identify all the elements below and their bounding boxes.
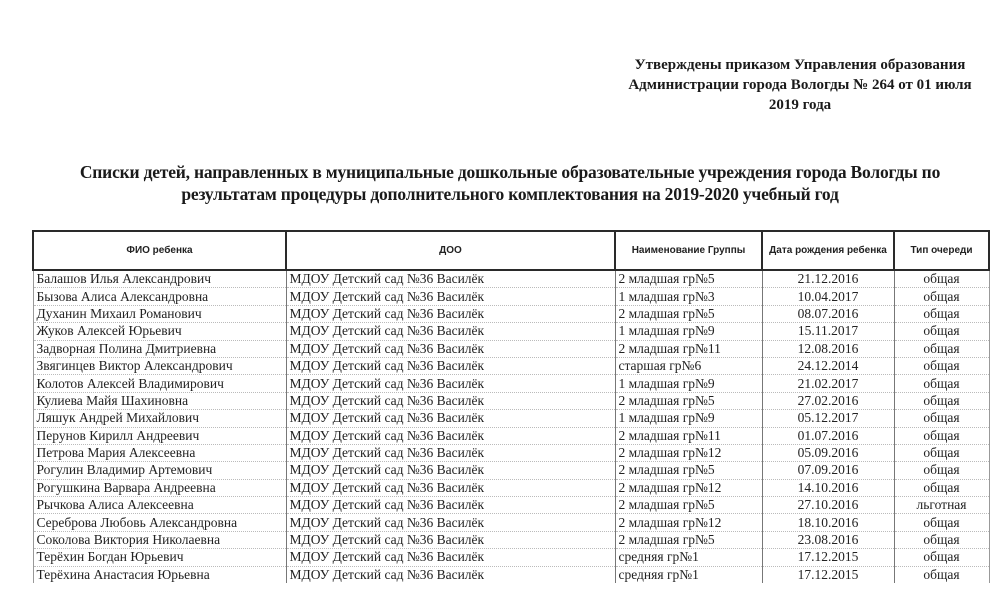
cell-group: 2 младшая гр№5 — [615, 497, 762, 514]
cell-group: 1 младшая гр№9 — [615, 375, 762, 392]
cell-queue-type: общая — [894, 375, 989, 392]
cell-name: Терёхин Богдан Юрьевич — [33, 549, 286, 566]
cell-doo: МДОУ Детский сад №36 Василёк — [286, 462, 615, 479]
cell-name: Звягинцев Виктор Александрович — [33, 357, 286, 374]
cell-name: Терёхина Анастасия Юрьевна — [33, 566, 286, 583]
table-row — [33, 375, 989, 392]
title-line: Списки детей, направленных в муниципальные дошкольные образовательные учреждения города Вологды по — [79, 162, 941, 182]
cell-name: Соколова Виктория Николаевна — [33, 531, 286, 548]
table-row — [33, 444, 989, 461]
cell-group: 1 младшая гр№3 — [615, 288, 762, 305]
cell-doo: МДОУ Детский сад №36 Василёк — [286, 375, 615, 392]
cell-group: 2 младшая гр№5 — [615, 270, 762, 288]
cell-birthdate: 14.10.2016 — [762, 479, 894, 496]
cell-queue-type: общая — [894, 479, 989, 496]
cell-doo: МДОУ Детский сад №36 Василёк — [286, 531, 615, 548]
table-row — [33, 479, 989, 496]
cell-birthdate: 10.04.2017 — [762, 288, 894, 305]
table-row — [33, 305, 989, 322]
cell-doo: МДОУ Детский сад №36 Василёк — [286, 340, 615, 357]
cell-name: Бызова Алиса Александровна — [33, 288, 286, 305]
cell-birthdate: 21.12.2016 — [762, 270, 894, 288]
cell-name: Рогушкина Варвара Андреевна — [33, 479, 286, 496]
cell-name: Духанин Михаил Романович — [33, 305, 286, 322]
cell-queue-type: общая — [894, 514, 989, 531]
cell-name: Сереброва Любовь Александровна — [33, 514, 286, 531]
cell-queue-type: общая — [894, 323, 989, 340]
cell-birthdate: 27.10.2016 — [762, 497, 894, 514]
cell-doo: МДОУ Детский сад №36 Василёк — [286, 549, 615, 566]
cell-queue-type: общая — [894, 305, 989, 322]
cell-queue-type: общая — [894, 410, 989, 427]
cell-queue-type: общая — [894, 531, 989, 548]
cell-group: 2 младшая гр№5 — [615, 392, 762, 409]
table-row — [33, 549, 989, 566]
cell-name: Рычкова Алиса Алексеевна — [33, 497, 286, 514]
cell-doo: МДОУ Детский сад №36 Василёк — [286, 427, 615, 444]
cell-group: 1 младшая гр№9 — [615, 410, 762, 427]
table-row — [33, 566, 989, 583]
approval-line: Утверждены приказом Управления образования — [634, 57, 966, 73]
cell-name: Петрова Мария Алексеевна — [33, 444, 286, 461]
cell-name: Жуков Алексей Юрьевич — [33, 323, 286, 340]
table-row — [33, 514, 989, 531]
table-row — [33, 427, 989, 444]
table-row — [33, 497, 989, 514]
cell-name: Перунов Кирилл Андреевич — [33, 427, 286, 444]
cell-doo: МДОУ Детский сад №36 Василёк — [286, 392, 615, 409]
cell-queue-type: общая — [894, 444, 989, 461]
cell-group: старшая гр№6 — [615, 357, 762, 374]
document-title — [30, 161, 990, 205]
table-body — [33, 270, 989, 583]
approval-line: 2019 года — [768, 97, 832, 113]
cell-group: 1 младшая гр№9 — [615, 323, 762, 340]
cell-birthdate: 07.09.2016 — [762, 462, 894, 479]
cell-doo: МДОУ Детский сад №36 Василёк — [286, 288, 615, 305]
cell-doo: МДОУ Детский сад №36 Василёк — [286, 497, 615, 514]
table-row — [33, 288, 989, 305]
cell-birthdate: 18.10.2016 — [762, 514, 894, 531]
cell-queue-type: общая — [894, 549, 989, 566]
header-birthdate: Дата рождения ребенка — [762, 231, 894, 270]
cell-birthdate: 24.12.2014 — [762, 357, 894, 374]
header-queue-type: Тип очереди — [894, 231, 989, 270]
table-row — [33, 357, 989, 374]
cell-doo: МДОУ Детский сад №36 Василёк — [286, 410, 615, 427]
approval-note — [600, 55, 1000, 115]
cell-group: 2 младшая гр№5 — [615, 531, 762, 548]
cell-queue-type: общая — [894, 357, 989, 374]
approval-line: Администрации города Вологды № 264 от 01 июля — [628, 77, 972, 93]
cell-group: средняя гр№1 — [615, 549, 762, 566]
cell-queue-type: льготная — [894, 497, 989, 514]
cell-queue-type: общая — [894, 392, 989, 409]
cell-group: средняя гр№1 — [615, 566, 762, 583]
cell-birthdate: 17.12.2015 — [762, 549, 894, 566]
cell-queue-type: общая — [894, 340, 989, 357]
cell-name: Рогулин Владимир Артемович — [33, 462, 286, 479]
table-row — [33, 270, 989, 288]
table-row — [33, 340, 989, 357]
cell-queue-type: общая — [894, 270, 989, 288]
cell-name: Кулиева Майя Шахиновна — [33, 392, 286, 409]
cell-birthdate: 21.02.2017 — [762, 375, 894, 392]
cell-doo: МДОУ Детский сад №36 Василёк — [286, 514, 615, 531]
cell-queue-type: общая — [894, 427, 989, 444]
cell-doo: МДОУ Детский сад №36 Василёк — [286, 323, 615, 340]
cell-doo: МДОУ Детский сад №36 Василёк — [286, 270, 615, 288]
cell-doo: МДОУ Детский сад №36 Василёк — [286, 357, 615, 374]
cell-birthdate: 05.12.2017 — [762, 410, 894, 427]
cell-group: 2 младшая гр№12 — [615, 514, 762, 531]
cell-doo: МДОУ Детский сад №36 Василёк — [286, 444, 615, 461]
cell-birthdate: 23.08.2016 — [762, 531, 894, 548]
header-group: Наименование Группы — [615, 231, 762, 270]
cell-group: 2 младшая гр№11 — [615, 340, 762, 357]
cell-queue-type: общая — [894, 288, 989, 305]
table-row — [33, 462, 989, 479]
cell-name: Колотов Алексей Владимирович — [33, 375, 286, 392]
cell-doo: МДОУ Детский сад №36 Василёк — [286, 566, 615, 583]
cell-queue-type: общая — [894, 566, 989, 583]
cell-birthdate: 05.09.2016 — [762, 444, 894, 461]
cell-name: Ляшук Андрей Михайлович — [33, 410, 286, 427]
table-row — [33, 392, 989, 409]
header-name: ФИО ребенка — [33, 231, 286, 270]
cell-birthdate: 27.02.2016 — [762, 392, 894, 409]
table-row — [33, 410, 989, 427]
title-line: результатам процедуры дополнительного комплектования на 2019-2020 учебный год — [181, 184, 839, 204]
cell-group: 2 младшая гр№5 — [615, 305, 762, 322]
cell-name: Задворная Полина Дмитриевна — [33, 340, 286, 357]
cell-group: 2 младшая гр№12 — [615, 479, 762, 496]
cell-doo: МДОУ Детский сад №36 Василёк — [286, 479, 615, 496]
children-table — [32, 230, 990, 583]
cell-birthdate: 08.07.2016 — [762, 305, 894, 322]
cell-birthdate: 17.12.2015 — [762, 566, 894, 583]
cell-doo: МДОУ Детский сад №36 Василёк — [286, 305, 615, 322]
cell-group: 2 младшая гр№12 — [615, 444, 762, 461]
cell-group: 2 младшая гр№11 — [615, 427, 762, 444]
cell-name: Балашов Илья Александрович — [33, 270, 286, 288]
header-doo: ДОО — [286, 231, 615, 270]
cell-group: 2 младшая гр№5 — [615, 462, 762, 479]
table-row — [33, 531, 989, 548]
cell-queue-type: общая — [894, 462, 989, 479]
cell-birthdate: 01.07.2016 — [762, 427, 894, 444]
table-row — [33, 323, 989, 340]
table-header-row — [33, 231, 989, 270]
cell-birthdate: 15.11.2017 — [762, 323, 894, 340]
cell-birthdate: 12.08.2016 — [762, 340, 894, 357]
